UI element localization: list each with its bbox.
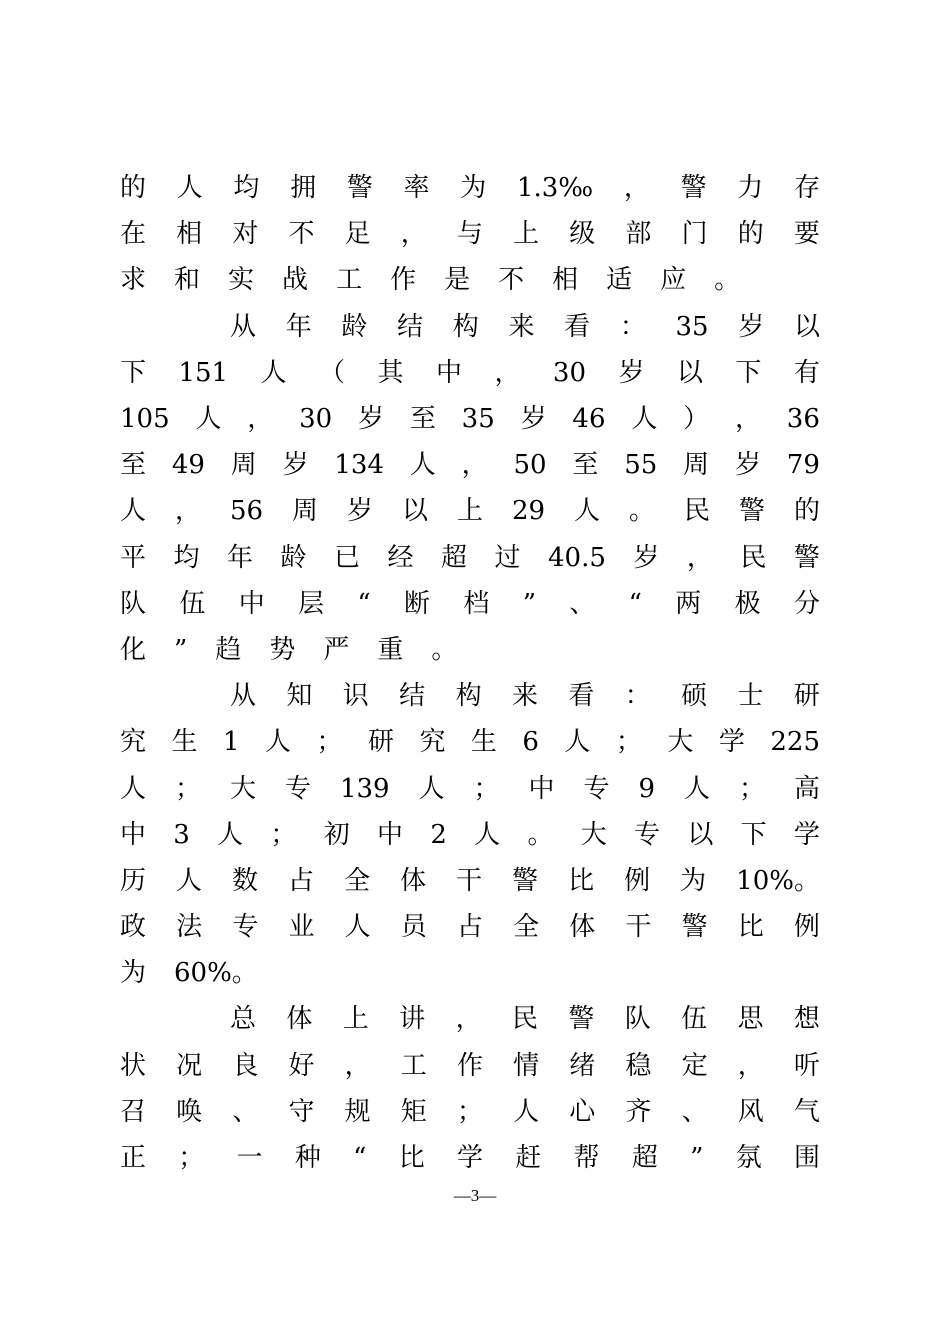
text-token: （	[319, 357, 346, 388]
text-token: ）	[683, 404, 710, 435]
text-token: 来	[508, 311, 535, 342]
text-token: 以	[676, 357, 703, 388]
text-token: ；	[456, 1096, 483, 1127]
text-token: 下	[120, 357, 147, 388]
text-token: 赶	[515, 1143, 542, 1174]
text-token: 的	[737, 219, 764, 250]
text-token: 以	[793, 311, 820, 342]
text-token: 周	[292, 496, 319, 527]
text-token: 专	[583, 773, 610, 804]
text-token: 岁	[734, 450, 761, 481]
text-token: 绪	[569, 1050, 596, 1081]
text-token: ，	[686, 542, 713, 573]
text-token: ；	[178, 1143, 205, 1174]
text-token: ，	[623, 173, 650, 204]
text-token: 9	[638, 773, 656, 804]
text-token: 从	[230, 681, 257, 712]
text-token: 专	[284, 773, 311, 804]
text-token: 人	[264, 727, 291, 758]
text-token: ，	[494, 357, 521, 388]
text-token: 29	[511, 496, 546, 527]
text-token: 好	[288, 1050, 315, 1081]
text-token: 例	[624, 865, 651, 896]
text-token: 大	[667, 727, 694, 758]
text-token: 有	[793, 357, 820, 388]
text-token: 召	[120, 1096, 147, 1127]
text-token: 学	[718, 727, 745, 758]
text-line	[120, 812, 820, 858]
text-line	[120, 165, 820, 211]
text-token: 以	[687, 819, 714, 850]
text-token: 工	[336, 265, 363, 296]
text-token: 工	[400, 1050, 427, 1081]
text-token: 从	[230, 311, 257, 342]
text-token: 、	[569, 588, 596, 619]
text-token: 占	[456, 912, 483, 943]
text-token: 专	[232, 912, 259, 943]
text-token: 民	[511, 1004, 538, 1035]
text-token: 至	[120, 450, 147, 481]
text-token: 作	[456, 1050, 483, 1081]
text-token: 至	[572, 450, 599, 481]
text-token: 作	[390, 265, 417, 296]
text-token: 趋	[215, 634, 242, 665]
text-token: 。	[629, 496, 656, 527]
text-token: 伍	[681, 1004, 708, 1035]
text-token: 体	[569, 912, 596, 943]
page-number: —3—	[453, 1186, 497, 1205]
text-token: 上	[513, 219, 540, 250]
text-token: 人	[474, 819, 501, 850]
text-line	[120, 1043, 820, 1089]
text-token: 心	[569, 1096, 596, 1127]
text-token: 55	[624, 450, 658, 481]
text-token: 研	[367, 727, 394, 758]
text-token: 151	[178, 357, 229, 388]
text-token: ；	[615, 727, 642, 758]
text-token: 的	[120, 173, 147, 204]
text-line	[120, 581, 820, 627]
text-token: 风	[737, 1096, 764, 1127]
text-token: 学	[793, 819, 820, 850]
text-token: 在	[120, 219, 147, 250]
text-token: 想	[793, 1004, 820, 1035]
text-token: 中	[120, 819, 147, 850]
text-token: 足	[344, 219, 371, 250]
text-token: ，	[734, 404, 761, 435]
text-token: 49	[171, 450, 205, 481]
text-token: 。	[431, 634, 458, 665]
text-token: 构	[452, 311, 479, 342]
text-token: 平	[120, 542, 147, 573]
text-token: 唤	[176, 1096, 203, 1127]
text-token: 人	[176, 173, 203, 204]
text-token: 36	[786, 404, 820, 435]
text-line	[120, 535, 820, 581]
text-token: 结	[399, 681, 426, 712]
text-token: 数	[232, 865, 259, 896]
text-token: 讲	[399, 1004, 426, 1035]
text-token: 人	[409, 450, 436, 481]
text-line	[120, 904, 820, 950]
text-line	[120, 627, 820, 673]
text-token: 极	[734, 588, 761, 619]
text-token: 应	[660, 265, 687, 296]
text-token: 岁	[347, 496, 374, 527]
text-token: 例	[793, 912, 820, 943]
paragraph-first-line	[120, 996, 820, 1042]
text-token: 全	[344, 865, 371, 896]
text-token: 10%。	[736, 865, 820, 896]
text-line	[120, 211, 820, 257]
text-token: 30	[552, 357, 586, 388]
text-token: 正	[120, 1143, 147, 1174]
text-token: 专	[634, 819, 661, 850]
text-token: 历	[120, 865, 147, 896]
text-token: 生	[171, 727, 198, 758]
text-token: 相	[552, 265, 579, 296]
text-token: 矩	[400, 1096, 427, 1127]
text-token: ，	[174, 496, 201, 527]
text-token: 体	[286, 1004, 313, 1035]
text-token: 断	[404, 588, 431, 619]
text-token: 部	[625, 219, 652, 250]
text-token: 人	[631, 404, 658, 435]
text-token: ”	[174, 634, 188, 665]
text-token: 究	[419, 727, 446, 758]
text-token: 其	[377, 357, 404, 388]
text-token: 政	[120, 912, 147, 943]
text-token: 下	[740, 819, 767, 850]
text-token: 识	[342, 681, 369, 712]
text-token: 听	[793, 1050, 820, 1081]
text-token: 思	[737, 1004, 764, 1035]
text-token: 中	[435, 357, 462, 388]
text-token: 齐	[625, 1096, 652, 1127]
text-token: 均	[233, 173, 260, 204]
text-token: ，	[247, 404, 274, 435]
text-token: 总	[230, 1004, 257, 1035]
text-token: 、	[681, 1096, 708, 1127]
text-token: 46	[572, 404, 606, 435]
text-token: 上	[456, 496, 483, 527]
text-token: 警	[680, 173, 707, 204]
text-token: 势	[269, 634, 296, 665]
text-token: 139	[339, 773, 390, 804]
text-token: 人	[684, 773, 711, 804]
text-token: 人	[513, 1096, 540, 1127]
text-token: 岁	[282, 450, 309, 481]
text-token: 40.5	[548, 542, 606, 573]
text-line	[120, 765, 820, 811]
text-token: 种	[294, 1143, 321, 1174]
text-token: 是	[444, 265, 471, 296]
text-token: 队	[120, 588, 147, 619]
text-token: 岁	[618, 357, 645, 388]
text-token: 干	[625, 912, 652, 943]
text-token: 民	[740, 542, 767, 573]
text-token: 3	[173, 819, 190, 850]
text-token: 结	[397, 311, 424, 342]
text-line	[120, 442, 820, 488]
text-token: 的	[793, 496, 820, 527]
text-token: ”	[522, 588, 536, 619]
text-token: 求	[120, 265, 147, 296]
text-token: 下	[735, 357, 762, 388]
text-token: 134	[334, 450, 385, 481]
text-token: 法	[176, 912, 203, 943]
text-token: 龄	[280, 542, 307, 573]
text-token: 队	[624, 1004, 651, 1035]
text-token: 大	[580, 819, 607, 850]
text-token: 35	[461, 404, 495, 435]
text-token: 岁	[738, 311, 765, 342]
text-token: 人	[344, 912, 371, 943]
text-token: 门	[681, 219, 708, 250]
text-token: 定	[681, 1050, 708, 1081]
text-token: 比	[398, 1143, 425, 1174]
text-token: 高	[793, 773, 820, 804]
paragraph-first-line	[120, 304, 820, 350]
text-token: ：	[619, 311, 646, 342]
text-token: 员	[400, 912, 427, 943]
text-token: 对	[232, 219, 259, 250]
paragraph-first-line	[120, 673, 820, 719]
text-token: 人	[120, 496, 147, 527]
text-token: 层	[298, 588, 325, 619]
text-token: ，	[461, 450, 488, 481]
text-token: 占	[288, 865, 315, 896]
text-token: 伍	[179, 588, 206, 619]
text-token: 战	[282, 265, 309, 296]
text-token: 6	[522, 727, 539, 758]
text-token: ；	[174, 773, 201, 804]
text-token: 守	[288, 1096, 315, 1127]
text-token: 经	[387, 542, 414, 573]
text-token: 人	[176, 865, 203, 896]
text-token: 状	[120, 1050, 147, 1081]
text-token: 帮	[573, 1143, 600, 1174]
text-token: 不	[498, 265, 525, 296]
text-token: 过	[494, 542, 521, 573]
text-token: ，	[344, 1050, 371, 1081]
text-token: 生	[470, 727, 497, 758]
text-line	[120, 1089, 820, 1135]
text-token: 级	[569, 219, 596, 250]
text-line	[120, 858, 820, 904]
text-token: 35	[675, 311, 709, 342]
text-token: 化	[120, 634, 147, 665]
text-token: 不	[288, 219, 315, 250]
text-token: 人	[564, 727, 591, 758]
text-token: 看	[564, 311, 591, 342]
text-token: ，	[455, 1004, 482, 1035]
text-token: ，	[737, 1050, 764, 1081]
body-text	[120, 165, 820, 1181]
text-token: 两	[675, 588, 702, 619]
text-token: 警	[512, 865, 539, 896]
text-token: 为	[680, 865, 707, 896]
text-token: “	[628, 588, 642, 619]
text-token: 岁	[633, 542, 660, 573]
text-token: 气	[793, 1096, 820, 1127]
text-line	[120, 350, 820, 396]
text-token: ”	[690, 1143, 704, 1174]
text-token: 相	[176, 219, 203, 250]
text-token: 警	[793, 542, 820, 573]
text-token: 。	[527, 819, 554, 850]
text-token: 知	[286, 681, 313, 712]
text-token: 为	[120, 958, 147, 989]
text-token: ：	[624, 681, 651, 712]
text-token: 。	[714, 265, 741, 296]
text-token: 严	[323, 634, 350, 665]
text-token: 人	[120, 773, 147, 804]
text-token: 警	[681, 912, 708, 943]
text-token: 比	[568, 865, 595, 896]
text-token: 超	[631, 1143, 658, 1174]
text-token: 中	[528, 773, 555, 804]
text-token: 看	[568, 681, 595, 712]
text-token: 225	[770, 727, 820, 758]
text-token: 上	[342, 1004, 369, 1035]
text-line	[120, 950, 820, 996]
text-token: 力	[737, 173, 764, 204]
text-token: 围	[793, 1143, 820, 1174]
text-token: 超	[441, 542, 468, 573]
text-token: 氛	[735, 1143, 762, 1174]
text-token: 龄	[341, 311, 368, 342]
text-token: ；	[473, 773, 500, 804]
text-token: 人	[217, 819, 244, 850]
text-token: 干	[456, 865, 483, 896]
text-token: 105	[120, 404, 170, 435]
text-token: 良	[232, 1050, 259, 1081]
text-token: 民	[684, 496, 711, 527]
text-token: 学	[456, 1143, 483, 1174]
text-token: 1	[222, 727, 240, 758]
text-token: 体	[400, 865, 427, 896]
text-token: 1.3‰	[516, 173, 594, 204]
text-token: 人	[260, 357, 287, 388]
text-token: 、	[232, 1096, 259, 1127]
text-token: 中	[377, 819, 404, 850]
text-token: 人	[574, 496, 601, 527]
text-token: 人	[195, 404, 222, 435]
text-token: 50	[513, 450, 547, 481]
text-line	[120, 257, 820, 303]
text-token: 以	[402, 496, 429, 527]
text-line	[120, 719, 820, 765]
text-token: ；	[738, 773, 765, 804]
text-token: 稳	[625, 1050, 652, 1081]
text-token: 况	[176, 1050, 203, 1081]
text-token: 士	[737, 681, 764, 712]
text-token: 构	[455, 681, 482, 712]
text-token: 警	[568, 1004, 595, 1035]
text-token: 业	[288, 912, 315, 943]
text-token: ；	[270, 819, 297, 850]
text-token: 拥	[290, 173, 317, 204]
text-token: 究	[120, 727, 147, 758]
text-token: 实	[228, 265, 255, 296]
text-token: 大	[229, 773, 256, 804]
text-token: 硕	[681, 681, 708, 712]
text-token: 存	[793, 173, 820, 204]
text-token: 56	[229, 496, 264, 527]
text-token: 研	[793, 681, 820, 712]
text-token: 和	[174, 265, 201, 296]
text-token: 档	[463, 588, 490, 619]
text-token: 周	[230, 450, 257, 481]
text-token: ；	[316, 727, 343, 758]
text-token: 情	[513, 1050, 540, 1081]
text-token: 周	[683, 450, 710, 481]
text-token: 初	[323, 819, 350, 850]
text-token: 60%。	[174, 958, 258, 989]
text-token: 中	[238, 588, 265, 619]
text-token: 要	[793, 219, 820, 250]
text-token: 率	[403, 173, 430, 204]
text-token: 人	[418, 773, 445, 804]
text-token: “	[357, 588, 371, 619]
text-token: 79	[786, 450, 820, 481]
text-token: 为	[460, 173, 487, 204]
text-token: 分	[793, 588, 820, 619]
text-token: 来	[511, 681, 538, 712]
text-token: 警	[738, 496, 765, 527]
text-token: 均	[173, 542, 200, 573]
text-line	[120, 488, 820, 534]
text-token: 比	[737, 912, 764, 943]
text-token: 全	[513, 912, 540, 943]
text-token: 年	[227, 542, 254, 573]
text-token: 重	[377, 634, 404, 665]
text-line	[120, 1135, 820, 1181]
text-token: 至	[409, 404, 436, 435]
text-token: 2	[430, 819, 447, 850]
text-token: 30	[299, 404, 333, 435]
text-token: 岁	[520, 404, 547, 435]
text-token: “	[353, 1143, 367, 1174]
text-token: 年	[285, 311, 312, 342]
text-token: 与	[456, 219, 483, 250]
text-token: ，	[400, 219, 427, 250]
text-token: 警	[346, 173, 373, 204]
text-token: 适	[606, 265, 633, 296]
text-line	[120, 396, 820, 442]
text-token: 已	[334, 542, 361, 573]
text-token: 岁	[358, 404, 385, 435]
text-token: 规	[344, 1096, 371, 1127]
text-token: 一	[236, 1143, 263, 1174]
